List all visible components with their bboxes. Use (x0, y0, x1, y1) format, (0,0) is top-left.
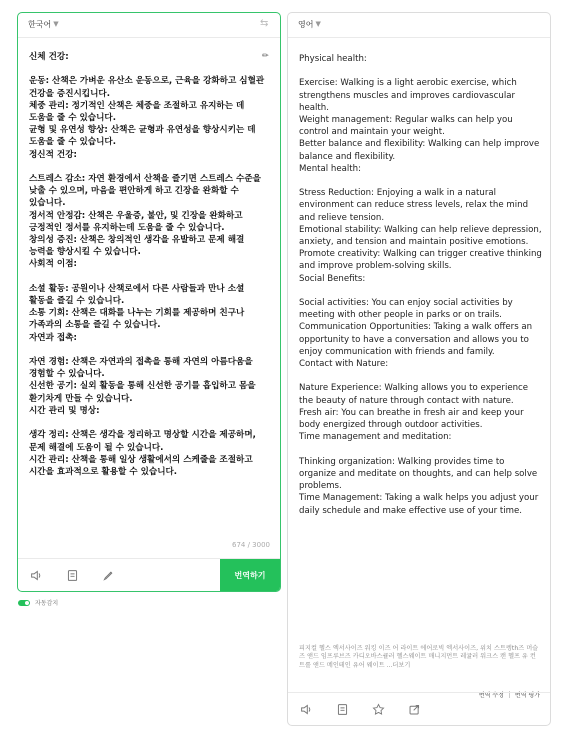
target-language-selector[interactable] (288, 13, 550, 35)
rate-translation-link[interactable]: 번역 평가 (514, 692, 540, 699)
target-language-label: 영어 (298, 19, 314, 29)
divider (288, 37, 550, 38)
handwriting-icon[interactable] (90, 559, 126, 591)
chevron-down-icon: ▼ (315, 20, 321, 28)
translate-button[interactable]: 번역하기 (220, 559, 280, 591)
speaker-icon[interactable] (288, 693, 324, 725)
star-icon[interactable] (360, 693, 396, 725)
translated-text: Physical health: Exercise: Walking is a light aerobic exercise, which strengthens muscles and improves cardiovascular health. Weight management: Regular walks can help you control and maintain your weight. Better balance and flexibility: Walking can help improve balance and flexibility. Mental health: Stress Reduction: Enjoying a walk in a natural environment can reduce stress levels, relax the mind and relieve tension. Emotional stability: Walking can help relieve depression, anxiety, and tension and maintain positive emotions. Promote creativity: Walking can trigger creative thinking and improve problem-solving skills. Social Benefits: Social activities: You can enjoy social activities by meeting with other people in parks or on trails. Communication Opportunities: Taking a walk offers an opportunity to have a conversation and allows you to enjoy communication with friends and family. Contact with Nature: Nature Experience: Walking allows you to experience the beauty of nature through contact with nature. Fresh air: You can breathe in fresh air and keep your body energized through outdoor activities. Time management and meditation: Thinking organization: Walking provides time to organize and meditate on thoughts, and can help solve problems. Time Management: Taking a walk helps you adjust your daily schedule and make effective use of your time. (299, 54, 542, 516)
edit-pencil-icon[interactable]: ✏ (262, 51, 269, 60)
edit-translation-link[interactable]: 번역 수정 (478, 692, 504, 699)
chevron-down-icon: ▼ (53, 20, 59, 28)
auto-detect-label: 자동감지 (35, 600, 59, 607)
source-language-selector[interactable] (18, 13, 280, 35)
swap-icon[interactable]: ⇆ (260, 18, 269, 29)
divider (18, 37, 280, 38)
source-toolbar (18, 558, 280, 591)
auto-detect-toggle[interactable] (18, 600, 30, 606)
copy-icon[interactable] (324, 693, 360, 725)
source-text-input[interactable]: 신체 건강: 운동: 산책은 가벼운 유산소 운동으로, 근육을 강화하고 심혈관 건강을 증진시킵니다. 체중 관리: 정기적인 산책은 체중을 조절하고 유지하는 데 도움을 줄 수 있습니다. 균형 및 유연성 향상: 산책은 균형과 유연성을 향상시키는 데 도움을 줄 수 있습니다. 정신적 건강: 스트레스 감소: 자연 환경에서 산책을 즐기면 스트레스 수준을 낮출 수 있으며, 마음을 편안하게 하고 긴장을 완화할 수 있습니다. 정서적 안정감: 산책은 우울증, 불안, 및 긴장을 완화하고 긍정적인 정서를 유지하는데 도움을 줄 수 있습니다. 창의성 증진: 산책은 창의적인 생각을 유발하고 문제 해결 능력을 향상시킬 수 있습니다. 사회적 이점: 소셜 활동: 공원이나 산책로에서 다른 사람들과 만나 소셜 활동을 즐길 수 있습니다. 소통 기회: 산책은 대화를 나누는 기회를 제공하며 친구나 가족과의 소통을 즐길 수 있습니다. 자연과 접촉: 자연 경험: 산책은 자연과의 접촉을 통해 자연의 아름다움을 경험할 수 있습니다. 신선한 공기: 실외 활동을 통해 신선한 공기를 흡입하고 몸을 환기차게 만들 수 있습니다. 시간 관리 및 명상: 생각 정리: 산책은 생각을 정리하고 명상할 시간을 제공하며, 문제 해결에 도움이 될 수 있습니다. 시간 관리: 산책을 통해 일상 생활에서의 스케줄을 조절하고 시간을 효과적으로 활용할 수 있습니다. (29, 52, 265, 477)
copy-icon[interactable] (54, 559, 90, 591)
pronunciation-text[interactable]: 피지컬 헬스 엑서사이즈 워킹 이즈 어 라이트 에어로빅 엑서사이즈, 위치 스트렝th즈 머슬즈 앤드 임프루브즈 카디오바스큘러 헬스웨이트 매니지먼트 레귤러 워크스 캔 헬프 유 컨트롤 앤드 메인테인 유어 웨이트 ...더보기 (299, 645, 539, 669)
target-toolbar (288, 692, 550, 725)
character-counter: 674 / 3000 (232, 541, 270, 549)
source-language-label: 한국어 (28, 19, 52, 29)
share-icon[interactable] (396, 693, 432, 725)
auto-detect-toggle-row[interactable] (18, 598, 58, 607)
source-panel (17, 12, 281, 592)
speaker-icon[interactable] (18, 559, 54, 591)
target-panel (287, 12, 551, 726)
